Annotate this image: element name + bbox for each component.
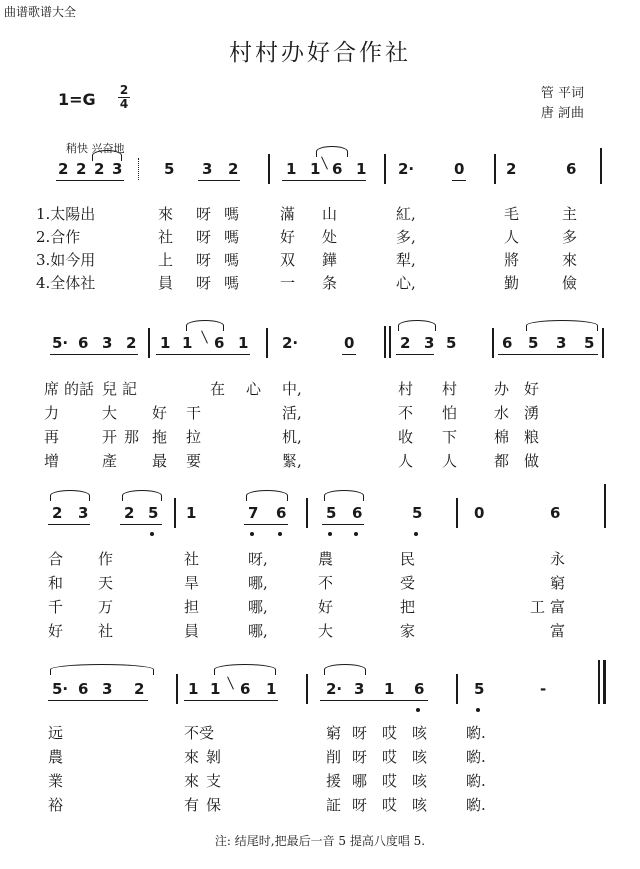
lyric: 水	[494, 404, 510, 422]
note: 1	[182, 334, 193, 352]
lyric: 咳	[412, 724, 428, 742]
lyric: 窮	[550, 574, 566, 592]
note: 1	[310, 160, 321, 178]
barline	[148, 328, 150, 358]
beam	[498, 354, 598, 355]
staff-system-1	[0, 156, 640, 196]
lyric: 咳	[412, 748, 428, 766]
lyric: 產	[102, 452, 118, 470]
lyric: 儉	[562, 274, 578, 292]
staff-system-3	[0, 500, 640, 540]
lyricist-credit: 管 平词	[540, 86, 584, 101]
lyric: 喲.	[466, 796, 486, 814]
beam	[320, 700, 428, 701]
lyric: 天	[98, 574, 114, 592]
beam	[342, 354, 356, 355]
composer-credit: 唐 訶曲	[540, 106, 584, 121]
lyric: 主	[562, 205, 578, 223]
lyric: 担	[184, 598, 200, 616]
note: 1	[286, 160, 297, 178]
time-signature	[118, 84, 130, 111]
lyric: 村	[442, 380, 458, 398]
beam	[48, 524, 90, 525]
note: 3	[102, 334, 113, 352]
lyric: 兒	[102, 380, 118, 398]
lyric: 裕	[48, 796, 64, 814]
lyric: 中,	[282, 380, 302, 398]
lyric: 最	[152, 452, 168, 470]
slur	[50, 490, 90, 501]
lyric: 業	[48, 772, 64, 790]
lyric: 毛	[504, 205, 520, 223]
lyric: 有	[184, 796, 200, 814]
lyric: 記	[122, 380, 138, 398]
beam	[198, 180, 240, 181]
lyric: 不受	[184, 724, 215, 742]
lyric: 大	[102, 404, 118, 422]
lyric: 远	[48, 724, 64, 742]
lyric: 千	[48, 598, 64, 616]
note: 2	[134, 680, 145, 698]
lyric: 鏵	[322, 251, 338, 269]
beam	[452, 180, 466, 181]
octave-dot	[278, 532, 282, 536]
note: 0	[474, 504, 485, 522]
note: 1	[238, 334, 249, 352]
beam	[120, 524, 162, 525]
lyric: 棉	[494, 428, 510, 446]
lyric: 山	[322, 205, 338, 223]
lyric: 喲.	[466, 772, 486, 790]
slur	[324, 490, 364, 501]
note: 2·	[282, 334, 299, 352]
note: 2	[506, 160, 517, 178]
lyric: 粮	[524, 428, 540, 446]
lyric: 支	[206, 772, 222, 790]
lyric: 哎	[382, 796, 398, 814]
key-signature: 1=G	[58, 90, 96, 109]
lyric: 家	[400, 622, 416, 640]
lyric: 富	[550, 622, 566, 640]
octave-dot	[250, 532, 254, 536]
lyric: 哪,	[248, 574, 268, 592]
lyric: 緊,	[282, 452, 302, 470]
lyric: 怕	[442, 404, 458, 422]
note: 3	[202, 160, 213, 178]
lyric: 來	[562, 251, 578, 269]
lyric: 干	[186, 404, 202, 422]
lyric: 心,	[396, 274, 416, 292]
footnote: 注: 结尾时,把最后一音 5 提高八度唱 5.	[214, 834, 426, 848]
note: 5·	[52, 334, 69, 352]
slur	[316, 146, 348, 157]
note: 5	[584, 334, 595, 352]
lyric: 窮	[326, 724, 342, 742]
lyric: 增	[44, 452, 60, 470]
note: 3	[78, 504, 89, 522]
lyric: 上	[158, 251, 174, 269]
lyric: 好	[318, 598, 334, 616]
lyric: 民	[400, 550, 416, 568]
barline	[604, 484, 606, 528]
lyric: 2.合作	[36, 228, 81, 246]
lyric: 双	[280, 251, 296, 269]
lyric: 多	[562, 228, 578, 246]
lyric: 拉	[186, 428, 202, 446]
lyric: 拖	[152, 428, 168, 446]
lyric: 活,	[282, 404, 302, 422]
note: 5	[326, 504, 337, 522]
lyric: 呀	[196, 251, 212, 269]
beam	[156, 354, 250, 355]
lyric: 心	[246, 380, 262, 398]
lyric: 旱	[184, 574, 200, 592]
note: 2	[126, 334, 137, 352]
note: 6	[78, 680, 89, 698]
note: 1	[160, 334, 171, 352]
lyric: 好	[524, 380, 540, 398]
lyric: 在	[210, 380, 226, 398]
lyric: 好	[152, 404, 168, 422]
beam	[48, 700, 148, 701]
lyric: 哎	[382, 724, 398, 742]
barline	[602, 328, 604, 358]
beam	[244, 524, 288, 525]
lyric: 席	[44, 380, 60, 398]
note: 3	[556, 334, 567, 352]
slur	[324, 664, 366, 675]
note: 6	[240, 680, 251, 698]
lyric: 哪,	[248, 598, 268, 616]
lyric: 好	[48, 622, 64, 640]
lyric: 犁,	[396, 251, 416, 269]
lyric: 社	[158, 228, 174, 246]
lyric: 再	[44, 428, 60, 446]
note: 2·	[326, 680, 343, 698]
lyric: 來	[184, 748, 200, 766]
beam	[50, 354, 138, 355]
lyric: 下	[442, 428, 458, 446]
note: 3	[102, 680, 113, 698]
note: 5	[528, 334, 539, 352]
lyric: 嗎	[224, 228, 240, 246]
slur	[526, 320, 598, 331]
lyric: 条	[322, 274, 338, 292]
lyric: 哪	[352, 772, 368, 790]
lyric: 來	[184, 772, 200, 790]
barline	[384, 154, 386, 184]
slur	[50, 664, 154, 675]
barline	[268, 154, 270, 184]
grace-stroke	[227, 676, 234, 689]
lyric: 援	[326, 772, 342, 790]
note: 1	[356, 160, 367, 178]
lyric: 呀	[196, 274, 212, 292]
lyric: 机,	[282, 428, 302, 446]
lyric: 人	[442, 452, 458, 470]
slur	[214, 664, 276, 675]
note: 2	[400, 334, 411, 352]
lyric: 把	[400, 598, 416, 616]
grace-stroke	[321, 156, 328, 169]
octave-dot	[150, 532, 154, 536]
song-title: 村村办好合作社	[229, 40, 411, 66]
tempo-marking: 稍快 兴奋地	[66, 142, 125, 155]
time-signature-top: 2	[119, 83, 129, 97]
barline	[456, 674, 458, 704]
lyric: 那	[124, 428, 140, 446]
note: 2·	[398, 160, 415, 178]
lyric: 哎	[382, 772, 398, 790]
lyric: 咳	[412, 772, 428, 790]
repeat-barline	[384, 326, 386, 358]
barline	[306, 498, 308, 528]
beam	[396, 354, 434, 355]
lyric: 3.如今用	[36, 251, 96, 269]
octave-dot	[354, 532, 358, 536]
lyric: 都	[494, 452, 510, 470]
lyric: 4.全体社	[36, 274, 96, 292]
lyric: 湧	[524, 404, 540, 422]
note: 2	[228, 160, 239, 178]
lyric: 工	[530, 598, 546, 616]
slur	[122, 490, 162, 501]
note: 0	[344, 334, 355, 352]
lyric: 農	[48, 748, 64, 766]
lyric: 哎	[382, 748, 398, 766]
note: 6	[414, 680, 425, 698]
octave-dot	[476, 708, 480, 712]
note: 6	[502, 334, 513, 352]
lyric: 咳	[412, 796, 428, 814]
note: 5	[148, 504, 159, 522]
final-barline	[603, 660, 606, 704]
note: 2	[76, 160, 87, 178]
lyric: 好	[280, 228, 296, 246]
octave-dot	[416, 708, 420, 712]
note: 5·	[52, 680, 69, 698]
note: 6	[352, 504, 363, 522]
note: 3	[112, 160, 123, 178]
note: 7	[248, 504, 259, 522]
lyric: 呀	[352, 748, 368, 766]
lyric: 处	[322, 228, 338, 246]
lyric: 合	[48, 550, 64, 568]
note: 1	[188, 680, 199, 698]
barline	[306, 674, 308, 704]
note: 6	[550, 504, 561, 522]
lyric: 社	[184, 550, 200, 568]
slur	[186, 320, 224, 331]
note: 6	[214, 334, 225, 352]
octave-dot	[328, 532, 332, 536]
lyric: 人	[398, 452, 414, 470]
lyric: 將	[504, 251, 520, 269]
lyric: 办	[494, 380, 510, 398]
lyric: 滿	[280, 205, 296, 223]
note: 3	[354, 680, 365, 698]
note: 1	[384, 680, 395, 698]
lyric: 喲.	[466, 724, 486, 742]
lyric: 來	[158, 205, 174, 223]
note: 5	[164, 160, 175, 178]
lyric: 呀	[196, 205, 212, 223]
final-barline	[598, 660, 600, 704]
note: 1	[186, 504, 197, 522]
lyric: 1.太陽出	[36, 205, 96, 223]
lyric: 剝	[206, 748, 222, 766]
lyric: 多,	[396, 228, 416, 246]
note: 1	[210, 680, 221, 698]
time-signature-bottom: 4	[119, 97, 129, 111]
barline	[266, 328, 268, 358]
lyric: 嗎	[224, 205, 240, 223]
lyric: 呀	[352, 724, 368, 742]
lyric: 一	[280, 274, 296, 292]
barline	[456, 498, 458, 528]
beam	[184, 700, 278, 701]
lyric: 証	[326, 796, 342, 814]
lyric: 永	[550, 550, 566, 568]
note: 3	[424, 334, 435, 352]
note: -	[540, 680, 547, 698]
barline	[174, 498, 176, 528]
octave-dot	[414, 532, 418, 536]
note: 0	[454, 160, 465, 178]
beam	[282, 180, 366, 181]
lyric: 哪,	[248, 622, 268, 640]
beam	[56, 180, 92, 181]
lyric: 員	[184, 622, 200, 640]
lyric: 不	[398, 404, 414, 422]
lyric: 的話	[64, 380, 95, 398]
lyric: 嗎	[224, 251, 240, 269]
site-label: 曲谱歌谱大全	[4, 5, 77, 19]
staff-system-2	[0, 330, 640, 370]
note: 2	[52, 504, 63, 522]
slur	[398, 320, 436, 331]
slur	[246, 490, 288, 501]
lyric: 不	[318, 574, 334, 592]
barline	[492, 328, 494, 358]
note: 5	[474, 680, 485, 698]
note: 6	[566, 160, 577, 178]
note: 2	[58, 160, 69, 178]
lyric: 紅,	[396, 205, 416, 223]
lyric: 作	[98, 550, 114, 568]
lyric: 呀	[196, 228, 212, 246]
lyric: 大	[318, 622, 334, 640]
lyric: 村	[398, 380, 414, 398]
dotted-barline	[138, 158, 141, 180]
barline	[494, 154, 496, 184]
note: 1	[266, 680, 277, 698]
lyric: 員	[158, 274, 174, 292]
lyric: 富	[550, 598, 566, 616]
lyric: 呀,	[248, 550, 268, 568]
slur	[92, 150, 122, 161]
lyric: 和	[48, 574, 64, 592]
lyric: 喲.	[466, 748, 486, 766]
lyric: 人	[504, 228, 520, 246]
lyric: 受	[400, 574, 416, 592]
lyric: 農	[318, 550, 334, 568]
note: 2	[124, 504, 135, 522]
note: 6	[78, 334, 89, 352]
lyric: 力	[44, 404, 60, 422]
note: 5	[446, 334, 457, 352]
lyric: 万	[98, 598, 114, 616]
lyric: 要	[186, 452, 202, 470]
staff-system-4	[0, 676, 640, 716]
lyric: 呀	[352, 796, 368, 814]
note: 6	[332, 160, 343, 178]
lyric: 做	[524, 452, 540, 470]
lyric: 勤	[504, 274, 520, 292]
lyric: 嗎	[224, 274, 240, 292]
lyric: 开	[102, 428, 118, 446]
lyric: 社	[98, 622, 114, 640]
barline	[600, 148, 602, 184]
note: 2	[94, 160, 105, 178]
note: 6	[276, 504, 287, 522]
barline	[176, 674, 178, 704]
beam	[92, 180, 124, 181]
lyric: 保	[206, 796, 222, 814]
lyric: 收	[398, 428, 414, 446]
beam	[322, 524, 364, 525]
lyric: 削	[326, 748, 342, 766]
repeat-barline	[389, 326, 391, 358]
note: 5	[412, 504, 423, 522]
grace-stroke	[201, 330, 208, 343]
